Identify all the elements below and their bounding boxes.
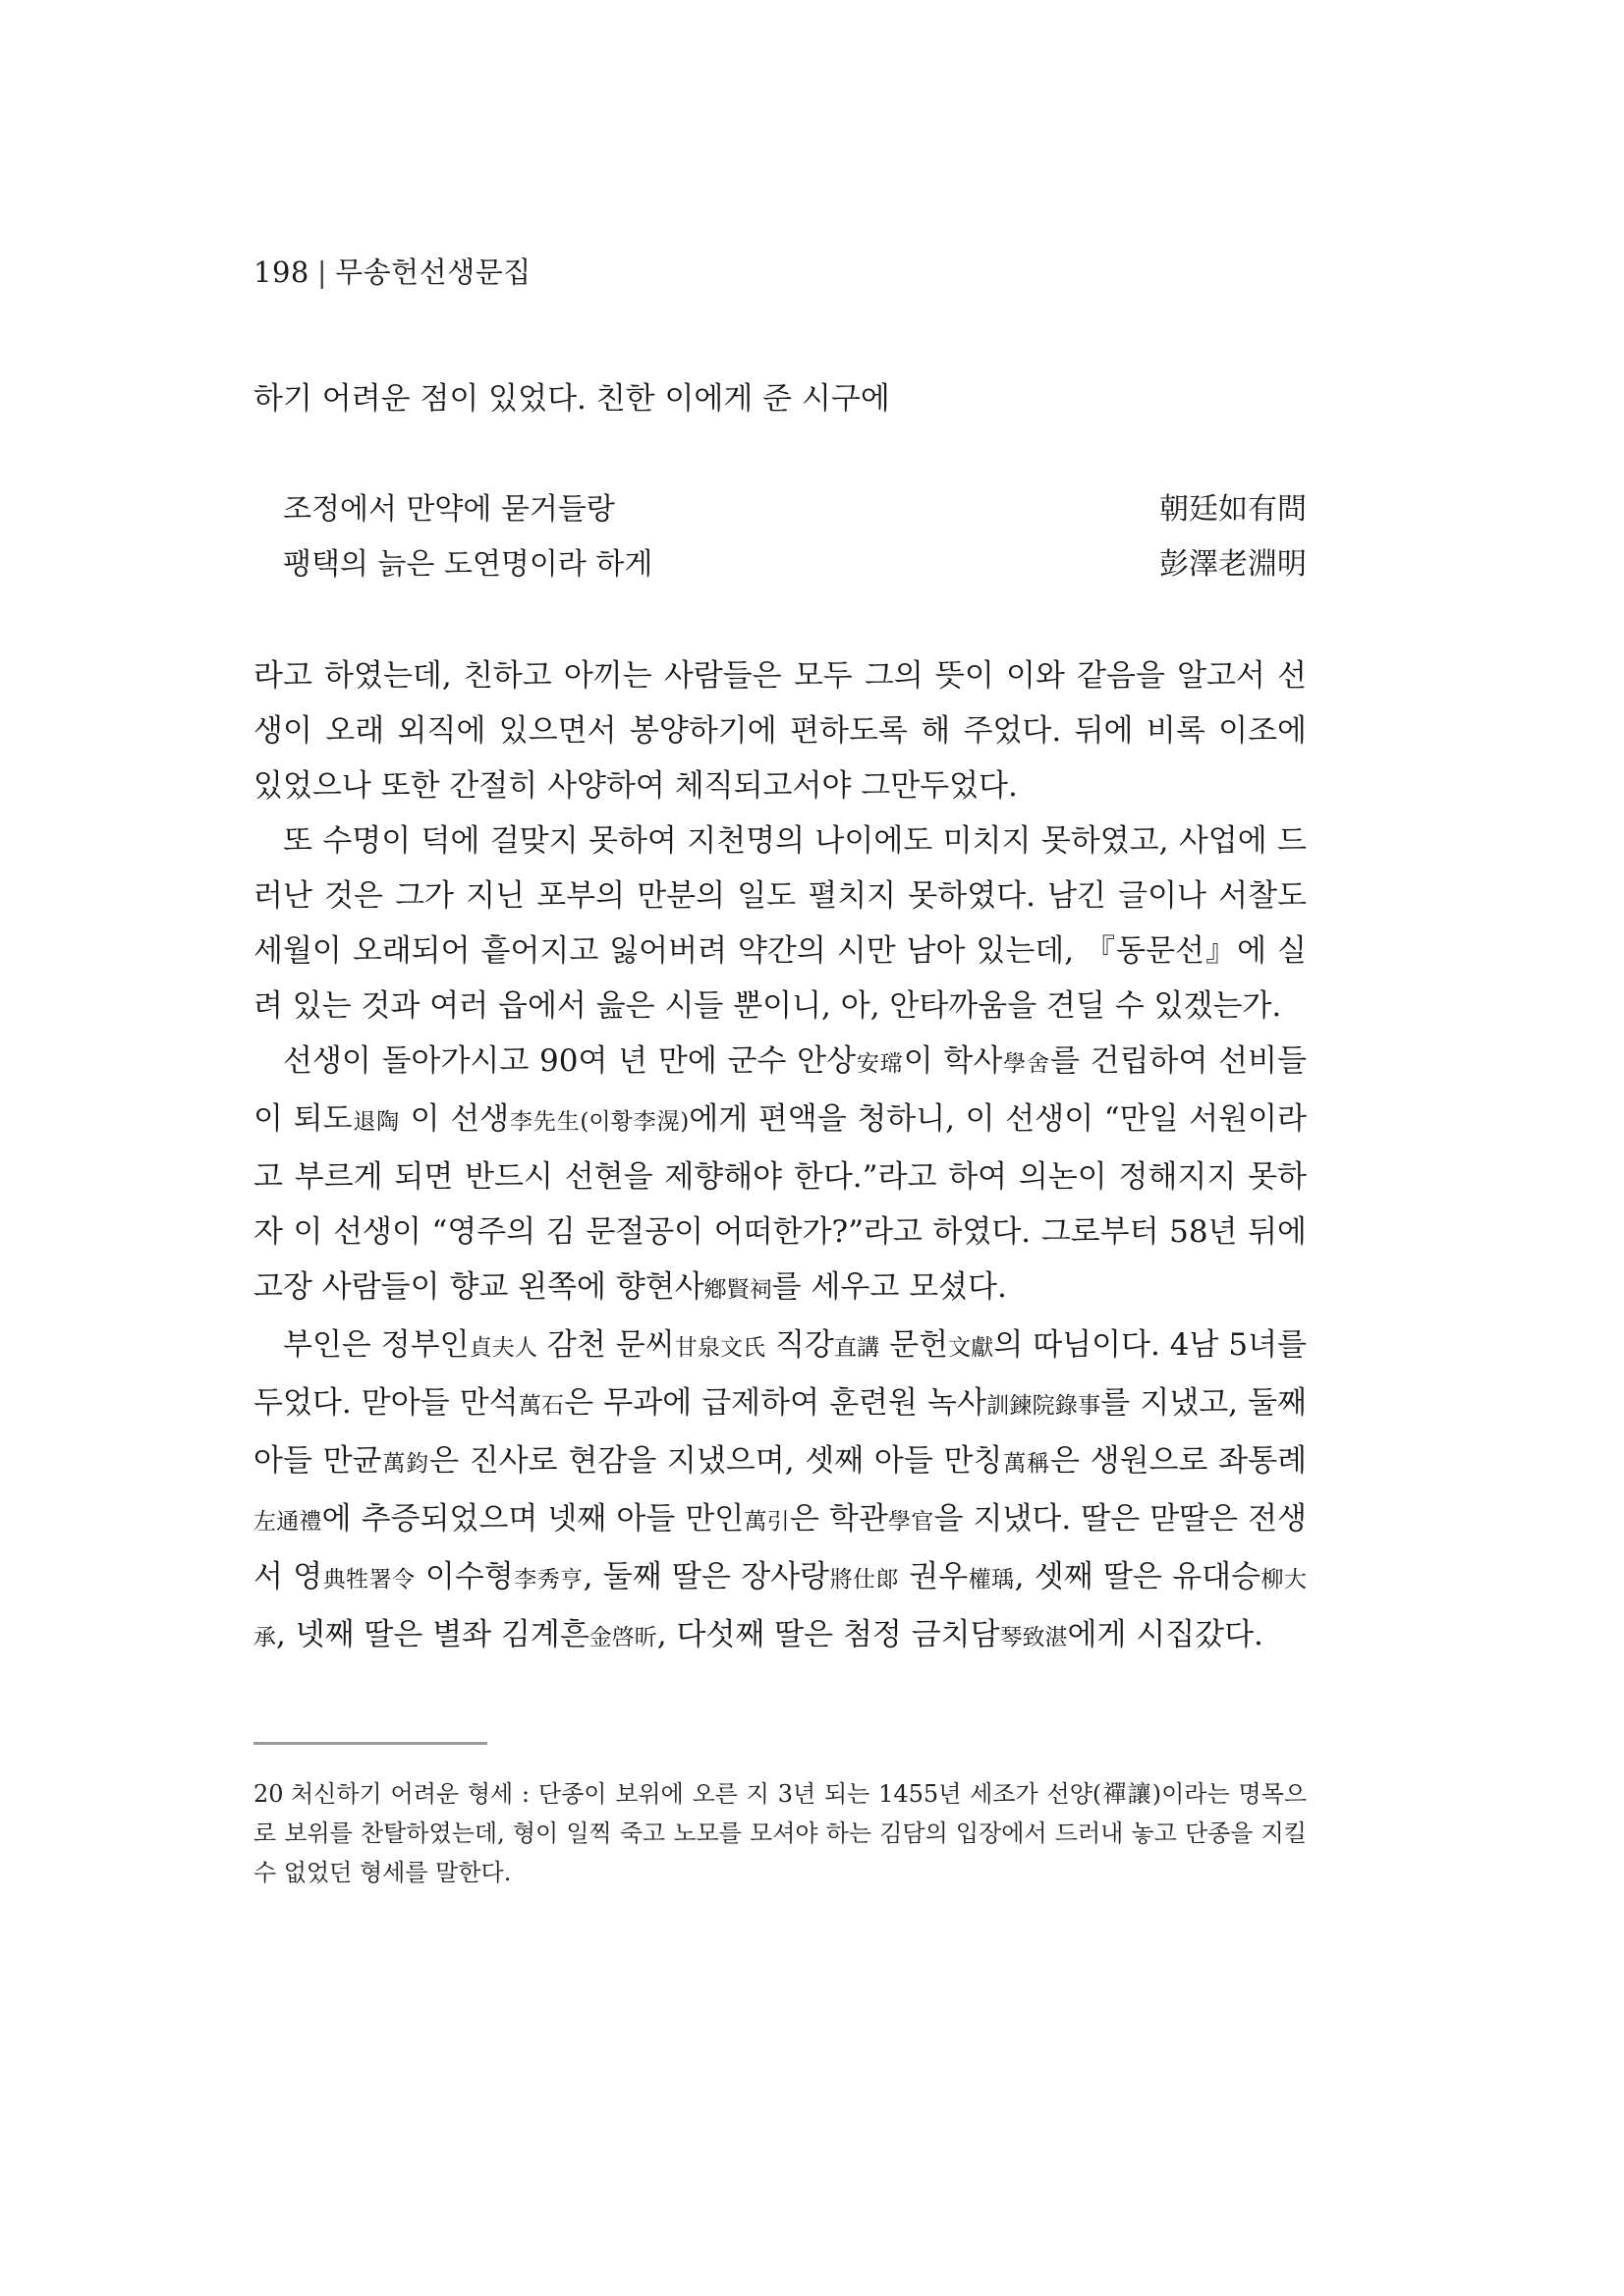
intro-line: 하기 어려운 점이 있었다. 친한 이에게 준 시구에 <box>253 381 890 417</box>
hanja-annotation: 貞夫人 <box>469 1335 537 1361</box>
footnote <box>253 1774 1307 1892</box>
paragraph-text: 선생이 돌아가시고 90여 년 만에 군수 안상 <box>283 1043 857 1079</box>
hanja-annotation: 直講 <box>833 1335 880 1361</box>
footnote-number: 20 <box>253 1780 284 1808</box>
footnote-divider <box>253 1742 487 1745</box>
hanja-annotation: 萬鈞 <box>381 1451 430 1477</box>
paragraph-text: 문헌 <box>879 1327 949 1363</box>
hanja-annotation: 琴致湛 <box>999 1625 1068 1651</box>
paragraph-text: 를 건립하여 선비들이 퇴도 <box>253 1043 1308 1137</box>
paragraph-text: 은 학관 <box>789 1501 888 1537</box>
paragraph-text: 에게 시집갔다. <box>1067 1617 1263 1652</box>
poem-block <box>283 482 1307 592</box>
poem-korean: 팽택의 늙은 도연명이라 하게 <box>283 547 653 582</box>
hanja-annotation: 萬引 <box>744 1509 790 1535</box>
paragraph-text: 이수형 <box>415 1559 514 1595</box>
paragraph <box>253 1034 1307 1317</box>
hanja-annotation: 安瑺 <box>856 1051 904 1077</box>
hanja-annotation: 柳大承 <box>253 1567 1308 1651</box>
paragraph-text: , 다섯째 딸은 첨정 금치담 <box>656 1617 1000 1652</box>
paragraph-text: 부인은 정부인 <box>283 1327 470 1363</box>
header-separator: | <box>316 255 328 289</box>
paragraph-text: 직강 <box>765 1327 834 1363</box>
hanja-annotation: 學官 <box>887 1509 934 1535</box>
paragraph-text: , 넷째 딸은 별좌 김계흔 <box>276 1617 589 1652</box>
paragraph-text: 을 지냈다. 딸은 맏딸은 전생서 영 <box>253 1501 1308 1595</box>
paragraph-text: 를 세우고 모셨다. <box>771 1269 1007 1305</box>
hanja-annotation: 萬石 <box>518 1393 565 1419</box>
paragraph-text: 이 학사 <box>903 1043 1003 1079</box>
paragraph-text: , 둘째 딸은 장사랑 <box>583 1559 830 1595</box>
poem-hanja: 彭澤老淵明 <box>1159 547 1307 582</box>
paragraph-text: 또 수명이 덕에 걸맞지 못하여 지천명의 나이에도 미치지 못하였고, 사업에 드러난 것은 그가 지닌 포부의 만분의 일도 펼치지 못하였다. 남긴 글이나 서찰도 세월이 오래되어 흩어지고 잃어버려 약간의 시만 남아 있는데, 『동문선』에 실려 있는 것과 여러 읍에서 읊은 시들 뿐이니, 아, 안타까움을 견딜 수 있겠는가. <box>253 823 1307 1024</box>
book-title: 무송헌선생문집 <box>335 255 532 289</box>
page-header <box>253 251 532 291</box>
paragraph-text: 의 따님이다. 4남 5녀를 두었다. 맏아들 만석 <box>253 1327 1308 1421</box>
hanja-annotation: 訓鍊院錄事 <box>985 1393 1101 1419</box>
hanja-annotation: 李秀亨 <box>513 1567 584 1593</box>
hanja-annotation: 金啓昕 <box>588 1625 657 1651</box>
hanja-annotation: 權瑀 <box>968 1567 1015 1593</box>
paragraph <box>253 1317 1307 1665</box>
poem-korean: 조정에서 만약에 묻거들랑 <box>283 492 615 527</box>
paragraph <box>253 648 1307 813</box>
paragraph-text: 은 진사로 현감을 지냈으며, 셋째 아들 만칭 <box>429 1443 1003 1479</box>
hanja-annotation: 退陶 <box>352 1109 400 1135</box>
hanja-annotation: 甘泉文氏 <box>674 1335 766 1361</box>
paragraph <box>253 813 1307 1034</box>
paragraph-text: 권우 <box>898 1559 969 1595</box>
paragraph-text: 은 생원으로 좌통례 <box>1050 1443 1308 1479</box>
hanja-annotation: 將仕郞 <box>829 1567 899 1593</box>
poem-hanja: 朝廷如有問 <box>1159 492 1307 527</box>
paragraph-text: 에 추증되었으며 넷째 아들 만인 <box>321 1501 745 1537</box>
poem-line <box>283 482 1307 537</box>
hanja-annotation: 左通禮 <box>253 1509 322 1535</box>
hanja-annotation: 萬稱 <box>1002 1451 1050 1477</box>
paragraph-text: 라고 하였는데, 친하고 아끼는 사람들은 모두 그의 뜻이 이와 같음을 알고서 선생이 오래 외직에 있으면서 봉양하기에 편하도록 해 주었다. 뒤에 비록 이조에 있었으나 또한 간절히 사양하여 체직되고서야 그만두었다. <box>253 658 1307 804</box>
page-number: 198 <box>253 255 309 289</box>
hanja-annotation: 文獻 <box>948 1335 994 1361</box>
hanja-annotation: 學舍 <box>1002 1051 1050 1077</box>
footnote-text: 처신하기 어려운 형세 : 단종이 보위에 오른 지 3년 되는 1455년 세조가 선양(禪讓)이라는 명목으로 보위를 찬탈하였는데, 형이 일찍 죽고 노모를 모셔야 하는 김담의 입장에서 드러내 놓고 단종을 지킬 수 없었던 형세를 말한다. <box>253 1780 1307 1886</box>
hanja-annotation: 典牲署令 <box>322 1567 416 1593</box>
paragraph-text: 감천 문씨 <box>536 1327 675 1363</box>
paragraph-text: 이 선생 <box>399 1101 510 1137</box>
hanja-annotation: 鄕賢祠 <box>703 1277 772 1303</box>
paragraph-text: 에게 편액을 청하니, 이 선생이 “만일 서원이라고 부르게 되면 반드시 선현을 제향해야 한다.”라고 하여 의논이 정해지지 못하자 이 선생이 “영주의 김 문절공이 어떠한가?”라고 하였다. 그로부터 58년 뒤에 고장 사람들이 향교 왼쪽에 향현사 <box>253 1101 1307 1305</box>
hanja-annotation: 李先生(이황李滉) <box>509 1109 690 1135</box>
paragraph-text: 를 지냈고, 둘째 아들 만균 <box>253 1385 1307 1479</box>
poem-line <box>283 537 1307 592</box>
paragraph-text: 은 무과에 급제하여 훈련원 녹사 <box>564 1385 986 1421</box>
main-text <box>253 648 1307 1665</box>
paragraph-text: , 셋째 딸은 유대승 <box>1014 1559 1261 1595</box>
